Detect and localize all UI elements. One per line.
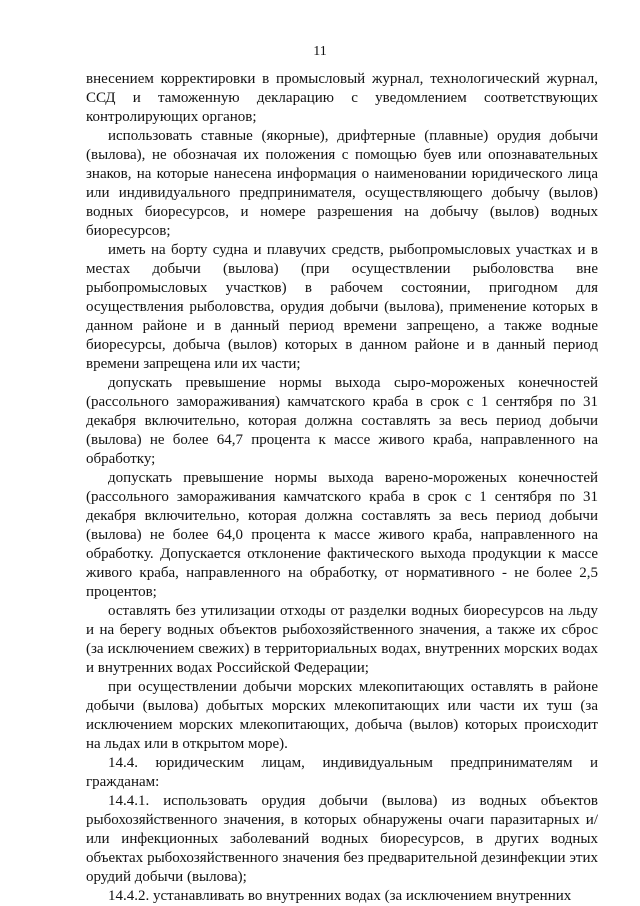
page-number: 11 xyxy=(313,44,327,59)
paragraph-9: 14.4.1. использовать орудия добычи (вылова) из водных объектов рыбохозяйственного значения, в которых обнаружены очаги паразитарных и/или инфекционных заболеваний водных биоресурсов, в других водных объектах рыбохозяйственного значения без предварительной дезинфекции этих орудий добычи (вылова); xyxy=(86,793,598,885)
paragraph-10: 14.4.2. устанавливать во внутренних водах (за исключением внутренних xyxy=(108,888,572,904)
paragraph-1: внесением корректировки в промысловый журнал, технологический журнал, ССД и таможенную декларацию с уведомлением соответствующих контролирующих органов; xyxy=(86,71,598,125)
paragraph-2: использовать ставные (якорные), дрифтерные (плавные) орудия добычи (вылова), не обозначая их положения с помощью буев или опознавательных знаков, на которые нанесена информация о наименовании юридического лица или индивидуального предпринимателя, осуществляющего добычу (вылов) водных биоресурсов, и номере разрешения на добычу (вылов) водных биоресурсов; xyxy=(86,128,598,239)
paragraph-6: оставлять без утилизации отходы от разделки водных биоресурсов на льду и на берегу водных объектов рыбохозяйственного значения, а также их сброс (за исключением свежих) в территориальных водах, внутренних морских водах и внутренних водах Российской Федерации; xyxy=(86,603,598,676)
paragraph-4: допускать превышение нормы выхода сыро-мороженых конечностей (рассольного замораживания) камчатского краба в срок с 1 сентября по 31 декабря включительно, которая должна составлять за весь период добычи (вылова) не более 64,7 процента к массе живого краба, направленного на обработку; xyxy=(86,375,598,467)
paragraph-8: 14.4. юридическим лицам, индивидуальным предпринимателям и гражданам: xyxy=(86,755,598,790)
paragraph-3: иметь на борту судна и плавучих средств, рыбопромысловых участках и в местах добычи (вылова) (при осуществлении рыболовства вне рыбопромысловых участков) в рабочем состоянии, пригодном для осуществления рыболовства, орудия добычи (вылова), применение которых в данном районе и в данный период времени запрещено, а также водные биоресурсы, добыча (вылов) которых в данном районе и в данный период времени запрещена или их части; xyxy=(86,242,598,372)
document-body xyxy=(86,70,598,906)
paragraph-7: при осуществлении добычи морских млекопитающих оставлять в районе добычи (вылова) добытых морских млекопитающих или части их туш (за исключением морских млекопитающих, добыча (вылов) которых происходит на льдах или в открытом море). xyxy=(86,679,598,752)
paragraph-5: допускать превышение нормы выхода варено-мороженых конечностей (рассольного замораживания камчатского краба в срок с 1 сентября по 31 декабря включительно, которая должна составлять за весь период добычи (вылова) не более 64,0 процента к массе живого краба, направленного на обработку. Допускается отклонение фактического выхода продукции к массе живого краба, направленного на обработку, от нормативного - не более 2,5 процентов; xyxy=(86,470,598,600)
